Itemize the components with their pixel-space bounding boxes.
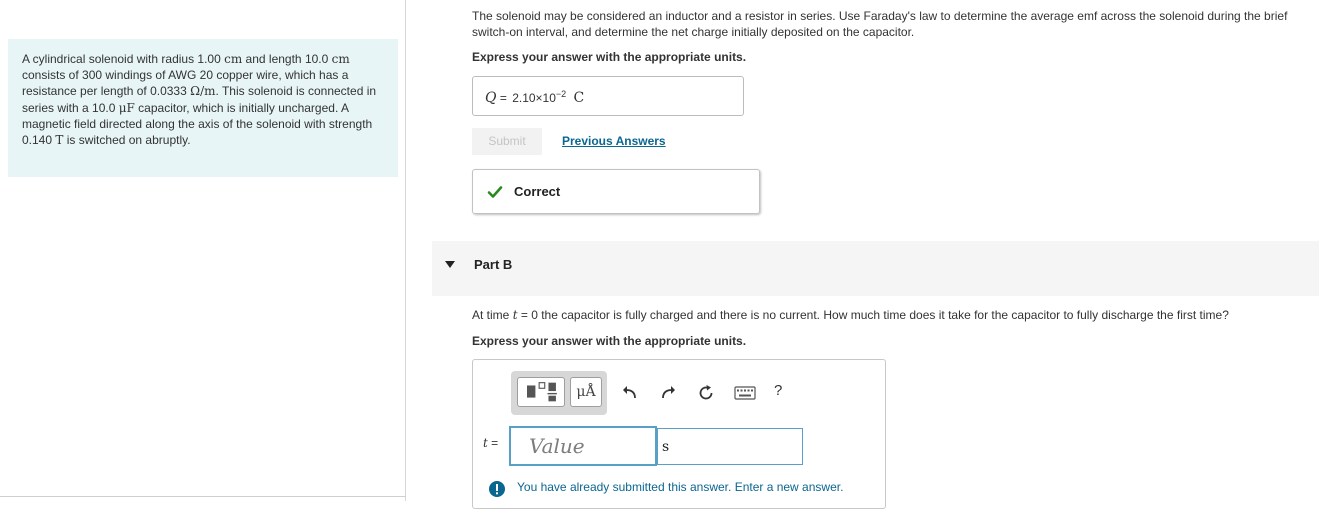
unit-input[interactable] [657,428,803,465]
problem-text-segment: . This solenoid is connected in series with a 10.0 [22,84,377,115]
part-a-answer-box [472,76,744,116]
part-b-instructions: Express your answer with the appropriate units. [472,334,747,348]
problem-text-segment: A cylindrical solenoid with radius 1.00 [22,52,225,66]
undo-icon[interactable] [621,384,639,402]
templates-icon [518,378,564,406]
answer-variable-label [483,436,498,450]
warning-icon [489,481,505,497]
part-a-instructions: Express your answer with the appropriate units. [472,50,747,64]
answer-exponent: −2 [555,89,567,99]
part-b-title: Part B [474,257,513,272]
correct-feedback-box [472,169,760,214]
problem-text-segment: and length 10.0 [242,52,332,66]
answer-variable: Q [485,90,497,106]
units-button[interactable]: μÅ [570,377,602,407]
collapse-caret-icon[interactable] [445,261,455,268]
keyboard-icon[interactable] [734,386,756,400]
column-divider [405,0,406,501]
problem-text-segment: capacitor, which is initially uncharged. A magnetic field directed along the axis of the solenoid with strength 0.140 [22,100,373,148]
value-input[interactable] [510,427,656,465]
previous-answers-link[interactable]: Previous Answers [562,134,666,148]
problem-text-segment: consists of 300 windings of AWG 20 copper wire, which has a resistance per length of 0.0333 [22,68,349,99]
problem-unit: Ω/m [190,84,216,99]
problem-statement-panel [8,39,398,177]
redo-icon[interactable] [659,384,677,402]
answer-unit: C [573,90,585,106]
answer-equals: = [499,91,507,105]
help-button[interactable]: ? [774,382,783,399]
problem-unit: T [55,133,64,148]
already-submitted-warning: You have already submitted this answer. Enter a new answer. [517,480,844,494]
problem-unit: cm [224,52,243,66]
part-b-answer-panel [472,359,886,509]
part-b-question [472,308,1229,322]
part-a-question: The solenoid may be considered an inductor and a resistor in series. Use Faraday's law to determine the average emf across the solenoid during the brief switch-on interval, and determine the net charge initially deposited on the capacitor. [472,9,1288,40]
part-b-header[interactable] [432,241,1319,296]
templates-button[interactable] [517,377,565,407]
part-a-answer [485,89,584,106]
reset-icon[interactable] [697,384,715,402]
answer-mantissa: 2.10×10 [512,91,556,105]
panel-bottom-rule [0,496,406,497]
checkmark-icon [487,184,503,200]
correct-label: Correct [514,184,561,199]
part-b-question-pre: At time [472,308,513,322]
math-toolbar [473,360,885,420]
problem-unit: μF [118,100,135,115]
part-b-question-post: = 0 the capacitor is fully charged and there is no current. How much time does it take for the capacitor to fully discharge the first time? [517,308,1229,322]
part-b-question-var: t [512,308,518,322]
answer-equals: = [491,436,499,450]
problem-statement-text [22,51,390,148]
problem-text-segment: is switched on abruptly. [63,133,191,148]
answer-variable: t [483,436,488,450]
submit-button[interactable]: Submit [472,128,542,155]
problem-unit: cm [331,52,350,66]
